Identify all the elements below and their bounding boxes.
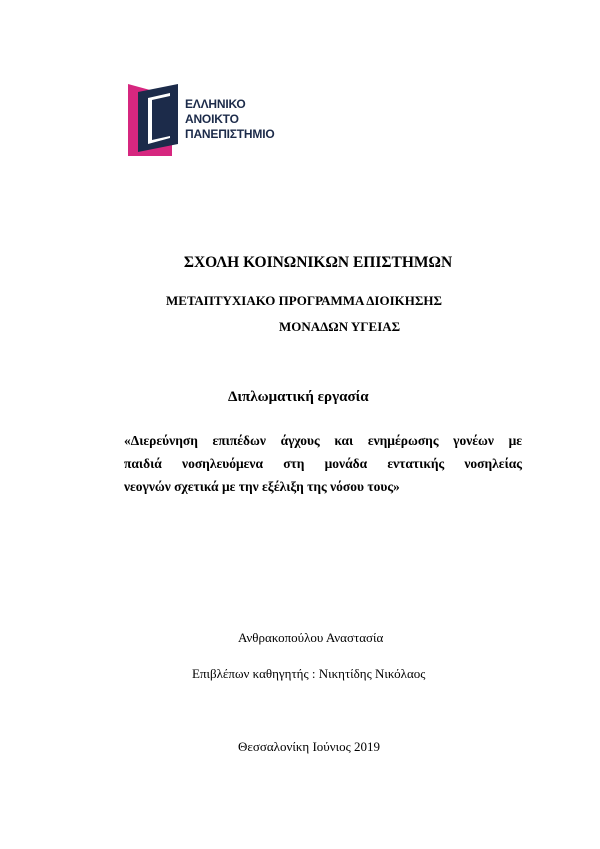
university-logo (126, 84, 286, 156)
title-line-1: «Διερεύνηση επιπέδων άγχους και ενημέρωσης γονέων με (124, 433, 522, 448)
title-line-3: νεογνών σχετικά με την εξέλιξη της νόσου τους» (124, 479, 400, 494)
thesis-label: Διπλωματική εργασία (228, 389, 369, 405)
thesis-title (124, 429, 522, 498)
author-name: Ανθρακοπούλου Αναστασία (238, 630, 384, 645)
logo-line-1: ΕΛΛΗΝΙΚΟ (185, 97, 246, 111)
place-date: Θεσσαλονίκη Ιούνιος 2019 (238, 739, 380, 754)
program-name-line-2: ΜΟΝΑΔΩΝ ΥΓΕΙΑΣ (279, 319, 401, 334)
title-line-2: παιδιά νοσηλευόμενα στη μονάδα εντατικής νοσηλείας (124, 456, 522, 471)
program-name-line-1: ΜΕΤΑΠΤΥΧΙΑΚΟ ΠΡΟΓΡΑΜΜΑ ΔΙΟΙΚΗΣΗΣ (166, 293, 442, 308)
supervisor-line: Επιβλέπων καθηγητής : Νικητίδης Νικόλαος (192, 666, 426, 681)
book-emblem-icon (126, 84, 186, 156)
logo-line-2: ΑΝΟΙΚΤΟ (185, 112, 239, 126)
logo-wordmark (185, 97, 274, 142)
school-name: ΣΧΟΛΗ ΚΟΙΝΩΝΙΚΩΝ ΕΠΙΣΤΗΜΩΝ (183, 254, 453, 271)
logo-line-3: ΠΑΝΕΠΙΣΤΗΜΙΟ (185, 127, 275, 141)
